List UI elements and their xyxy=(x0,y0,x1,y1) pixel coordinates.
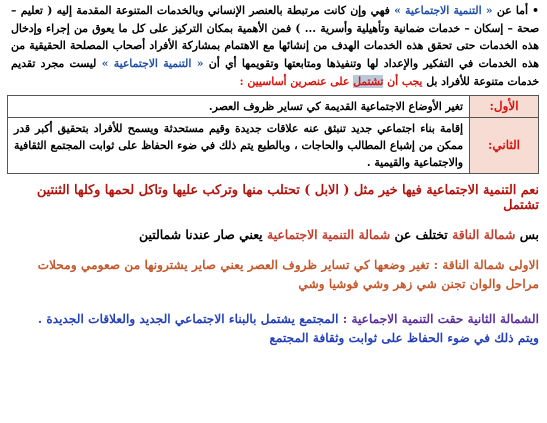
table-row xyxy=(8,117,539,173)
intro-text-1: أما عن xyxy=(492,4,528,17)
elements-table xyxy=(7,95,539,174)
row-text-second: إقامة بناء اجتماعي جديد تنبثق عنه علاقات جديدة وقيم مستحدثة ويسمح للأفراد بتحقيق أكبر قدر ممكن من إشباع المطالب والحاجات ، وبالطبع يتم ذلك في ضوء الحفاظ على ثوابت المجتمع الثقافية والاجتماعية والقيمية . xyxy=(8,117,470,173)
intro-text-3: ليست مجرد تقديم خدمات متنوعة للأفراد بل xyxy=(11,57,539,88)
table-row xyxy=(8,95,539,117)
intro-highlighted-word: تشتمل xyxy=(353,74,384,88)
camel-shamala-term: شمالة الناقة xyxy=(452,226,516,242)
row-label-second: الثاني: xyxy=(470,117,539,173)
two-shamala-c: تختلف عن xyxy=(390,226,453,242)
intro-text-2: فهي وإن كانت مرتبطة بالعنصر الإنساني وبالخدمات المتنوعة المقدمة إليه ( تعليم – صحة – إسكان – خدمات ضمانية وتأهيلية وأسرية ... ) فمن الأهمية بمكان التركيز على كل ما يعوق من إجراء وإدخال هذه الخدمات حتى تحقق هذه الخدمات الهدف من إنشائها مع الاهتمام بمشاركة الأفراد أصحاب المصلحة الحقيقية من هذه الخدمات في التفكير والإعداد لها وتنفيذها ومتابعتها وتقويمها أي أن xyxy=(11,4,539,71)
second-shamala-title: الشمالة الثانية حقت التنمية الاجماعية : xyxy=(338,311,539,326)
intro-term-social-development: « التنمية الاجتماعية » xyxy=(394,4,493,17)
bullet-icon: • xyxy=(531,4,539,17)
row-text-first: تغير الأوضاع الاجتماعية القديمة كي تساير ظروف العصر. xyxy=(8,95,470,117)
row-label-first: الأول: xyxy=(470,95,539,117)
first-shamala-paragraph: الاولى شمالة الناقة : تغير وضعها كي تساير ظروف العصر يعني صاير يشترونها من صعومي ومحلات مراحل والوان تجنن شي زهر وشي فوشيا وشي xyxy=(37,257,539,291)
camel-analogy-line: نعم التنمية الاجتماعية فيها خير مثل ( الابل ) تحتلب منها وتركب عليها وتاكل لحمها وكلها الثنتين تشتمل xyxy=(36,182,539,213)
intro-paragraph xyxy=(11,2,539,91)
intro-two-elements-text: على عنصرين أساسيين : xyxy=(239,74,354,88)
intro-term-social-development-2: « التنمية الاجتماعية » xyxy=(101,57,204,71)
second-shamala-paragraph xyxy=(11,310,539,348)
two-shamala-line xyxy=(11,227,539,242)
two-shamala-e: يعني صار عندنا شمالتين xyxy=(139,226,267,242)
document xyxy=(11,2,539,348)
social-shamala-term: شمالة التنمية الاجتماعية xyxy=(266,226,391,242)
two-shamala-a: بس xyxy=(515,226,539,242)
second-shamala-desc: المجتمع يشتمل بالبناء الاجتماعي الجديد والعلاقات الجديدة . xyxy=(37,311,339,326)
intro-must-text: يجب أن xyxy=(383,74,423,88)
second-shamala-note: ويتم ذلك في ضوء الحفاظ على ثوابت وثقافة المجتمع xyxy=(269,330,539,345)
